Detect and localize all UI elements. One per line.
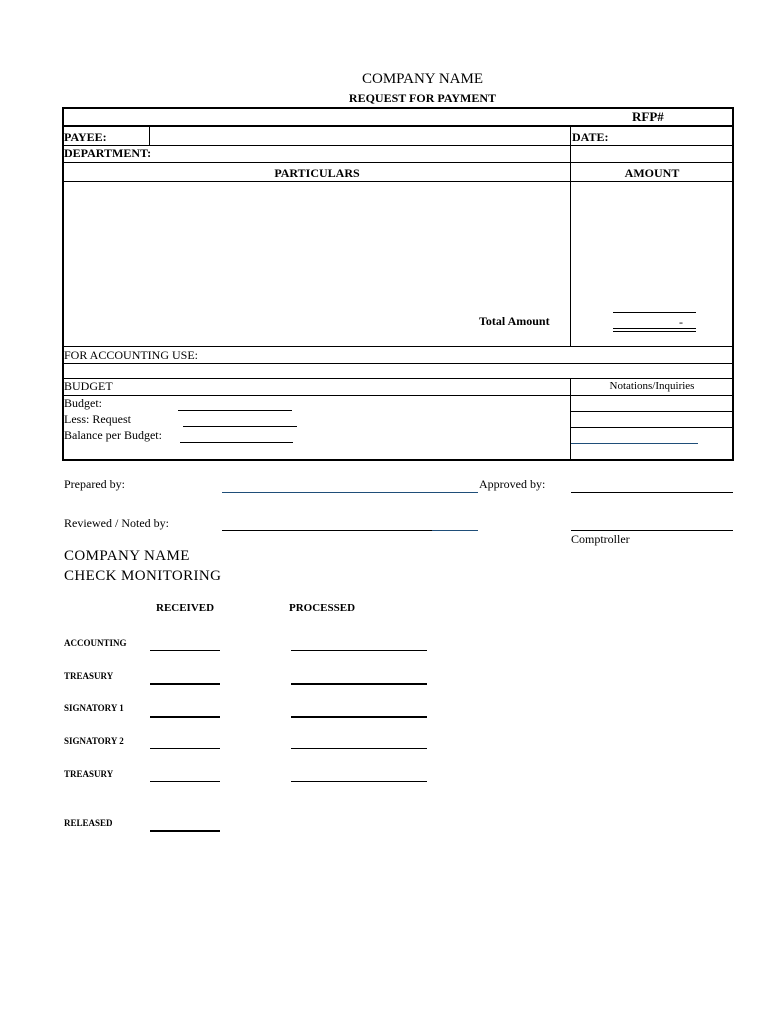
particulars-field[interactable] — [64, 183, 569, 313]
reviewed-line[interactable] — [222, 530, 432, 531]
amount-field[interactable] — [572, 183, 732, 308]
reviewed-label: Reviewed / Noted by: — [64, 516, 169, 530]
divider — [63, 395, 733, 396]
comptroller-line[interactable] — [571, 530, 733, 531]
received-line[interactable] — [150, 830, 220, 832]
company-name: COMPANY NAME — [362, 71, 483, 87]
reviewed-line-end — [432, 530, 478, 531]
notation-line[interactable] — [571, 443, 698, 444]
budget-label: Budget: — [64, 396, 102, 410]
notation-line[interactable] — [571, 411, 733, 412]
divider — [63, 346, 733, 347]
accounting-use-label: FOR ACCOUNTING USE: — [64, 348, 199, 362]
row-label-accounting: ACCOUNTING — [64, 638, 127, 648]
processed-line[interactable] — [291, 781, 427, 782]
date-field[interactable] — [614, 127, 732, 144]
payee-field[interactable] — [151, 127, 568, 144]
divider — [63, 378, 733, 379]
row-label-treasury-2: TREASURY — [64, 769, 114, 779]
row-label-signatory-1: SIGNATORY 1 — [64, 703, 124, 713]
check-company-name: COMPANY NAME — [64, 548, 190, 564]
less-request-label: Less: Request — [64, 412, 131, 426]
notation-line[interactable] — [571, 427, 733, 428]
budget-header: BUDGET — [64, 379, 113, 393]
notations-header: Notations/Inquiries — [609, 380, 695, 392]
comptroller-label: Comptroller — [571, 532, 630, 546]
processed-line[interactable] — [291, 683, 427, 685]
particulars-header: PARTICULARS — [274, 166, 360, 180]
processed-line[interactable] — [291, 748, 427, 749]
total-amount-label: Total Amount — [479, 314, 550, 328]
check-monitoring-title: CHECK MONITORING — [64, 568, 222, 584]
total-amount-line — [613, 312, 696, 313]
received-line[interactable] — [150, 683, 220, 685]
divider — [63, 363, 733, 364]
double-underline — [613, 331, 696, 332]
form-title: REQUEST FOR PAYMENT — [348, 91, 497, 105]
received-line[interactable] — [150, 716, 220, 718]
divider — [149, 126, 150, 145]
row-label-signatory-2: SIGNATORY 2 — [64, 736, 124, 746]
approved-by-line[interactable] — [571, 492, 733, 493]
date-label: DATE: — [572, 130, 609, 144]
amount-header: AMOUNT — [624, 166, 680, 180]
prepared-by-label: Prepared by: — [64, 477, 125, 491]
received-header: RECEIVED — [156, 602, 215, 614]
rfp-label: RFP# — [632, 109, 664, 124]
row-label-released: RELEASED — [64, 818, 113, 828]
total-amount-value: - — [679, 315, 683, 329]
divider — [63, 181, 733, 182]
double-underline — [613, 328, 696, 329]
received-line[interactable] — [150, 781, 220, 782]
row-label-treasury: TREASURY — [64, 671, 114, 681]
department-label: DEPARTMENT: — [64, 146, 152, 160]
balance-line[interactable] — [180, 442, 293, 443]
divider — [63, 162, 733, 163]
received-line[interactable] — [150, 748, 220, 749]
less-request-line[interactable] — [183, 426, 297, 427]
received-line[interactable] — [150, 650, 220, 651]
processed-line[interactable] — [291, 716, 427, 718]
prepared-by-line[interactable] — [222, 492, 478, 493]
budget-line[interactable] — [178, 410, 292, 411]
balance-label: Balance per Budget: — [64, 428, 162, 442]
processed-header: PROCESSED — [289, 602, 356, 614]
department-field[interactable] — [160, 146, 568, 161]
divider — [570, 126, 571, 346]
payee-label: PAYEE: — [64, 130, 107, 144]
approved-by-label: Approved by: — [479, 477, 546, 491]
processed-line[interactable] — [291, 650, 427, 651]
